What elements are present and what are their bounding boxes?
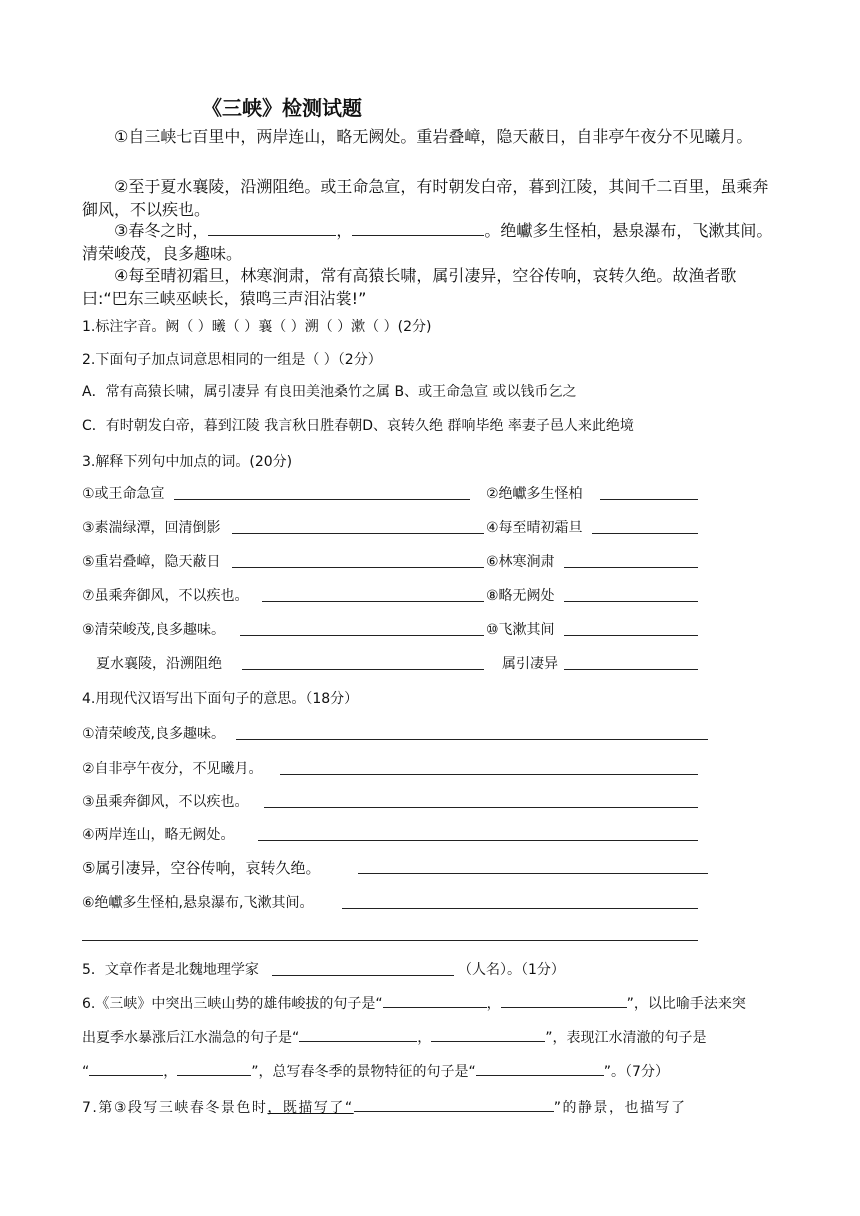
q6-text: ”。（7分）: [603, 1064, 669, 1080]
question-2-row-a: A．常有高猿长啸，属引凄异 有良田美池桑竹之属 B、或王命急宣 或以钱币乞之: [82, 384, 577, 400]
q4-item-1: ①清荣峻茂,良多趣味。: [82, 726, 226, 742]
answer-line[interactable]: [564, 635, 698, 636]
paragraph-3-rest: 。绝巘多生怪柏，悬泉瀑布，飞漱其间。清荣峻茂，良多趣味。: [82, 221, 773, 263]
q6-text: ，: [163, 1064, 178, 1080]
q6-text: ”，表现江水清澈的句子是: [545, 1030, 707, 1046]
q3-item-11: 夏水襄陵，沿溯阻绝: [96, 656, 222, 672]
blank[interactable]: [383, 1007, 487, 1008]
question-1: 1.标注字音。阙（ ）曦（ ）襄（ ）溯（ ）漱（ ）(2分): [82, 319, 432, 335]
paragraph-3: [82, 219, 782, 265]
question-2-stem: 2.下面句子加点词意思相同的一组是（ ）（2分）: [82, 352, 382, 368]
blank[interactable]: [177, 1075, 251, 1076]
answer-line[interactable]: [174, 499, 470, 500]
question-2-row-c: C．有时朝发白帝，暮到江陵 我言秋日胜春朝D、哀转久绝 群响毕绝 率妻子邑人来此绝境: [82, 418, 634, 434]
q4-item-4: ④两岸连山，略无阙处。: [82, 827, 235, 843]
blank[interactable]: [431, 1041, 545, 1042]
answer-line[interactable]: [240, 635, 484, 636]
blank[interactable]: [476, 1075, 604, 1076]
answer-line[interactable]: [232, 533, 484, 534]
blank[interactable]: [501, 1007, 627, 1008]
q7-text: ，既描写了“: [267, 1100, 354, 1116]
answer-line[interactable]: [564, 601, 698, 602]
q3-item-2: ②绝巘多生怪柏: [486, 486, 583, 502]
q3-item-3: ③素湍绿潭，回清倒影: [82, 520, 221, 536]
blank[interactable]: [208, 235, 336, 236]
blank[interactable]: [89, 1075, 163, 1076]
q3-item-5: ⑤重岩叠嶂，隐天蔽日: [82, 554, 221, 570]
answer-line[interactable]: [242, 669, 484, 670]
q3-item-9: ⑨清荣峻茂,良多趣味。: [82, 622, 226, 638]
question-6-line-1: [82, 993, 746, 1013]
paragraph-3-comma: ，: [336, 221, 353, 240]
q3-item-6: ⑥林寒涧肃: [486, 554, 555, 570]
blank[interactable]: [354, 1111, 554, 1112]
page-title: 《三峡》检测试题: [202, 96, 362, 120]
blank[interactable]: [352, 235, 484, 236]
question-5-a: 5．文章作者是北魏地理学家: [82, 962, 259, 978]
q6-text: ”，总写春冬季的景物特征的句子是“: [251, 1064, 476, 1080]
answer-line[interactable]: [342, 908, 698, 909]
answer-line[interactable]: [264, 807, 698, 808]
answer-line[interactable]: [82, 940, 698, 941]
answer-line[interactable]: [232, 567, 484, 568]
q6-text: ，: [486, 996, 501, 1012]
q3-item-8: ⑧略无阙处: [486, 588, 555, 604]
q3-item-10: ⑩飞漱其间: [486, 622, 555, 638]
question-7: [82, 1097, 686, 1117]
answer-line[interactable]: [358, 873, 708, 874]
answer-line[interactable]: [564, 669, 698, 670]
q7-text: ”的静景，也描写了: [553, 1100, 687, 1116]
q6-text: “: [82, 1064, 90, 1080]
answer-line[interactable]: [258, 840, 698, 841]
question-6-line-2: [82, 1027, 707, 1047]
q3-item-12: 属引凄异: [502, 656, 558, 672]
paragraph-2: ②至于夏水襄陵，沿溯阻绝。或王命急宣，有时朝发白帝，暮到江陵，其间千二百里，虽乘奔御风，不以疾也。: [82, 177, 769, 219]
answer-line[interactable]: [564, 567, 698, 568]
paragraph-4: ④每至晴初霜旦，林寒涧肃，常有高猿长啸，属引凄异，空谷传响，哀转久绝。故渔者歌曰:“巴东三峡巫峡长，猿鸣三声泪沾裳!”: [82, 266, 737, 308]
q4-item-3: ③虽乘奔御风，不以疾也。: [82, 794, 249, 810]
q6-text: ，: [417, 1030, 432, 1046]
answer-line[interactable]: [236, 739, 708, 740]
q6-text: ”，以比喻手法来突: [626, 996, 746, 1012]
answer-line[interactable]: [592, 533, 698, 534]
question-5-b: （人名）。（1分）: [458, 962, 565, 978]
question-3-stem: 3.解释下列句中加点的词。(20分): [82, 454, 293, 470]
question-6-line-3: [82, 1061, 669, 1081]
paragraph-3-start: ③春冬之时，: [114, 221, 209, 240]
q4-item-5: ⑤属引凄异，空谷传响，哀转久绝。: [82, 859, 321, 877]
question-4-stem: 4.用现代汉语写出下面句子的意思。（18分）: [82, 691, 359, 707]
answer-line[interactable]: [272, 975, 454, 976]
q6-text: 6.《三峡》中突出三峡山势的雄伟峻拔的句子是“: [82, 996, 383, 1012]
q3-item-1: ①或王命急宣: [82, 486, 165, 502]
q7-text: 7.第③段写三峡春冬景色时: [82, 1100, 268, 1116]
q3-item-7: ⑦虽乘奔御风，不以疾也。: [82, 588, 249, 604]
q6-text: 出夏季水暴涨后江水湍急的句子是“: [82, 1030, 300, 1046]
q3-item-4: ④每至晴初霜旦: [486, 520, 583, 536]
q4-item-6: ⑥绝巘多生怪柏,悬泉瀑布,飞漱其间。: [82, 895, 314, 911]
blank[interactable]: [299, 1041, 417, 1042]
answer-line[interactable]: [280, 774, 698, 775]
paragraph-1: ①自三峡七百里中，两岸连山，略无阙处。重岩叠嶂，隐天蔽日，自非亭午夜分不见曦月。: [114, 127, 753, 146]
answer-line[interactable]: [262, 601, 484, 602]
q4-item-2: ②自非亭午夜分，不见曦月。: [82, 761, 263, 777]
answer-line[interactable]: [600, 499, 698, 500]
